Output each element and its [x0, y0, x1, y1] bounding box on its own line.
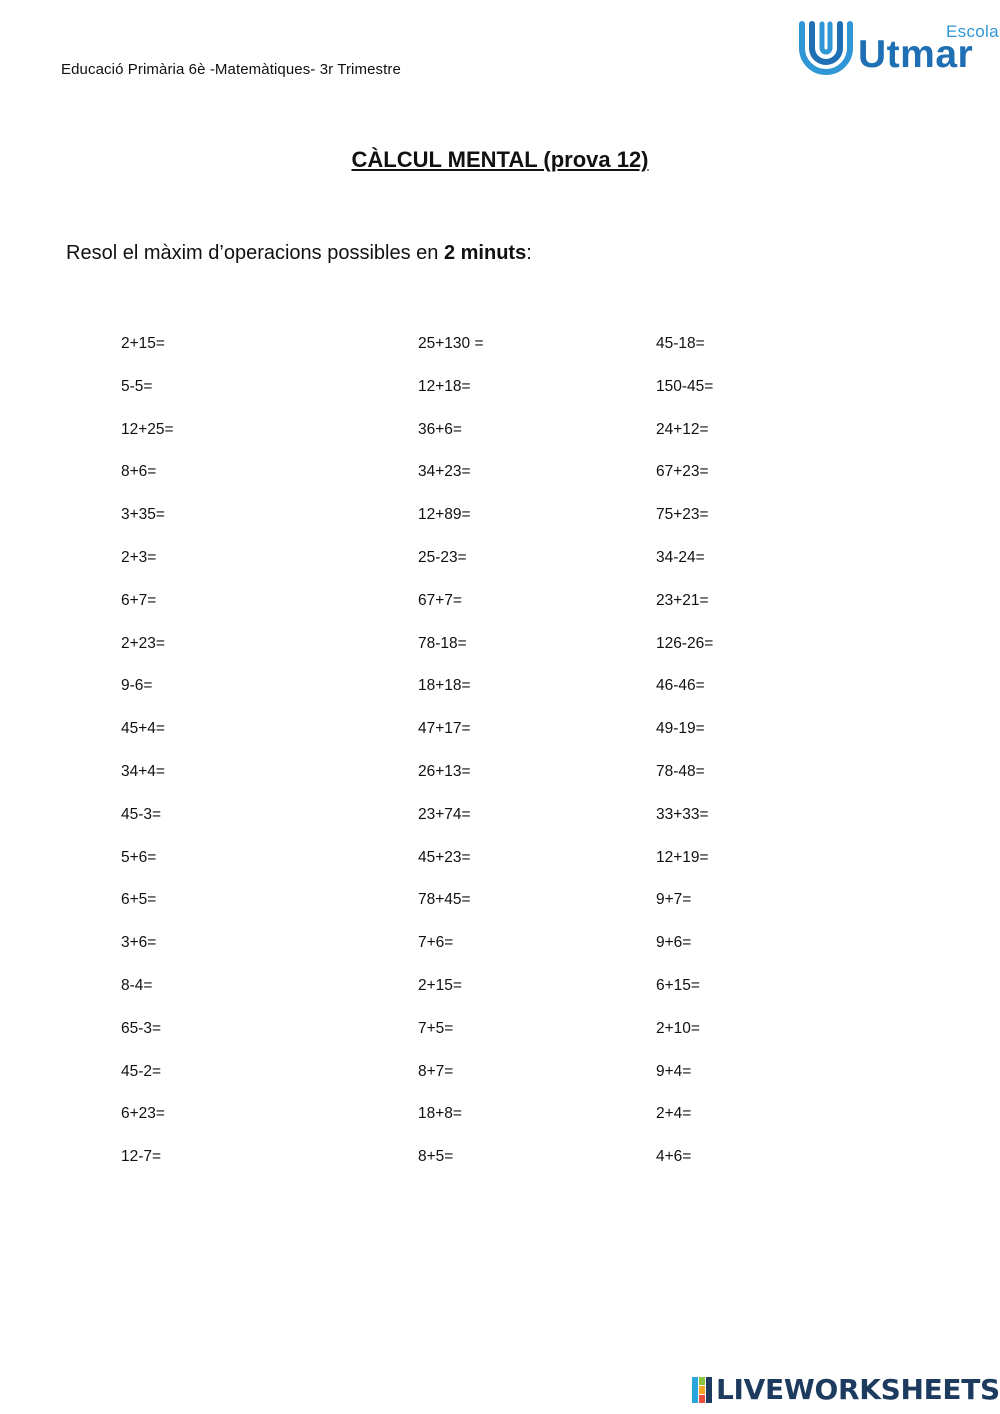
operation[interactable]: 12+89=: [418, 506, 471, 524]
school-logo: [796, 16, 999, 78]
operation[interactable]: 2+15=: [418, 976, 462, 994]
operation[interactable]: 126-26=: [656, 634, 714, 652]
operation[interactable]: 12+19=: [656, 848, 709, 866]
operation[interactable]: 45-2=: [121, 1062, 162, 1080]
operation[interactable]: 2+4=: [656, 1105, 692, 1123]
logo-big-text: Utmar: [858, 33, 974, 76]
operation[interactable]: 34+4=: [121, 762, 165, 780]
operation[interactable]: 49-19=: [656, 720, 705, 738]
operation[interactable]: 23+21=: [656, 591, 709, 609]
operation[interactable]: 12-7=: [121, 1148, 162, 1166]
instruction-text: Resol el màxim d’operacions possibles en: [66, 242, 444, 264]
liveworksheets-icon: [692, 1377, 712, 1403]
operation[interactable]: 7+5=: [418, 1019, 454, 1037]
operation[interactable]: 8+6=: [121, 463, 157, 481]
operation[interactable]: 45-3=: [121, 805, 162, 823]
operation[interactable]: 5+6=: [121, 848, 157, 866]
operations-column-2: [418, 334, 484, 1190]
operation[interactable]: 9-6=: [121, 677, 153, 695]
operation[interactable]: 75+23=: [656, 506, 709, 524]
operation[interactable]: 2+10=: [656, 1019, 700, 1037]
operations-column-1: [121, 334, 174, 1190]
operation[interactable]: 8-4=: [121, 976, 153, 994]
operation[interactable]: 46-46=: [656, 677, 705, 695]
operation[interactable]: 18+18=: [418, 677, 471, 695]
operation[interactable]: 65-3=: [121, 1019, 162, 1037]
course-header: Educació Primària 6è -Matemàtiques- 3r Trimestre: [61, 61, 401, 78]
operation[interactable]: 8+7=: [418, 1062, 454, 1080]
operation[interactable]: 78+45=: [418, 891, 471, 909]
operation[interactable]: 4+6=: [656, 1148, 692, 1166]
watermark-text: LIVEWORKSHEETS: [716, 1373, 1000, 1406]
operation[interactable]: 3+35=: [121, 506, 165, 524]
operation[interactable]: 9+7=: [656, 891, 692, 909]
operation[interactable]: 23+74=: [418, 805, 471, 823]
operation[interactable]: 6+5=: [121, 891, 157, 909]
operations-column-3: [656, 334, 713, 1190]
operation[interactable]: 67+7=: [418, 591, 462, 609]
instruction-time: 2 minuts: [443, 242, 527, 264]
operation[interactable]: 12+25=: [121, 420, 174, 438]
operation[interactable]: 6+7=: [121, 591, 157, 609]
operation[interactable]: 45-18=: [656, 335, 705, 352]
instruction: [66, 242, 532, 265]
operation[interactable]: 33+33=: [656, 805, 709, 823]
operation[interactable]: 36+6=: [418, 420, 462, 438]
operation[interactable]: 45+4=: [121, 720, 165, 738]
operation[interactable]: 2+3=: [121, 548, 157, 566]
operation[interactable]: 2+23=: [121, 634, 165, 652]
operation[interactable]: 12+18=: [418, 377, 471, 395]
operation[interactable]: 47+17=: [418, 720, 471, 738]
utmar-logo-icon: [796, 18, 856, 76]
operation[interactable]: 25+130 =: [418, 335, 484, 352]
operation[interactable]: 6+15=: [656, 976, 700, 994]
operation[interactable]: 26+13=: [418, 762, 471, 780]
worksheet-title: CÀLCUL MENTAL (prova 12): [351, 147, 649, 172]
operation[interactable]: 25-23=: [418, 548, 467, 566]
operation[interactable]: 24+12=: [656, 420, 709, 438]
operation[interactable]: 7+6=: [418, 934, 454, 952]
operation[interactable]: 34+23=: [418, 463, 471, 481]
liveworksheets-watermark: [692, 1374, 1000, 1406]
operation[interactable]: 78-48=: [656, 762, 705, 780]
logo-small-text: Escola: [946, 22, 999, 41]
operation[interactable]: 5-5=: [121, 377, 153, 395]
operation[interactable]: 3+6=: [121, 934, 157, 952]
operation[interactable]: 45+23=: [418, 848, 471, 866]
operation[interactable]: 34-24=: [656, 548, 705, 566]
operation[interactable]: 78-18=: [418, 634, 467, 652]
operation[interactable]: 9+6=: [656, 934, 692, 952]
operation[interactable]: 67+23=: [656, 463, 709, 481]
operation[interactable]: 9+4=: [656, 1062, 692, 1080]
operation[interactable]: 18+8=: [418, 1105, 462, 1123]
operation[interactable]: 150-45=: [656, 377, 714, 395]
instruction-colon: :: [526, 242, 532, 264]
operation[interactable]: 8+5=: [418, 1148, 454, 1166]
operation[interactable]: 6+23=: [121, 1105, 165, 1123]
operation[interactable]: 2+15=: [121, 335, 165, 352]
